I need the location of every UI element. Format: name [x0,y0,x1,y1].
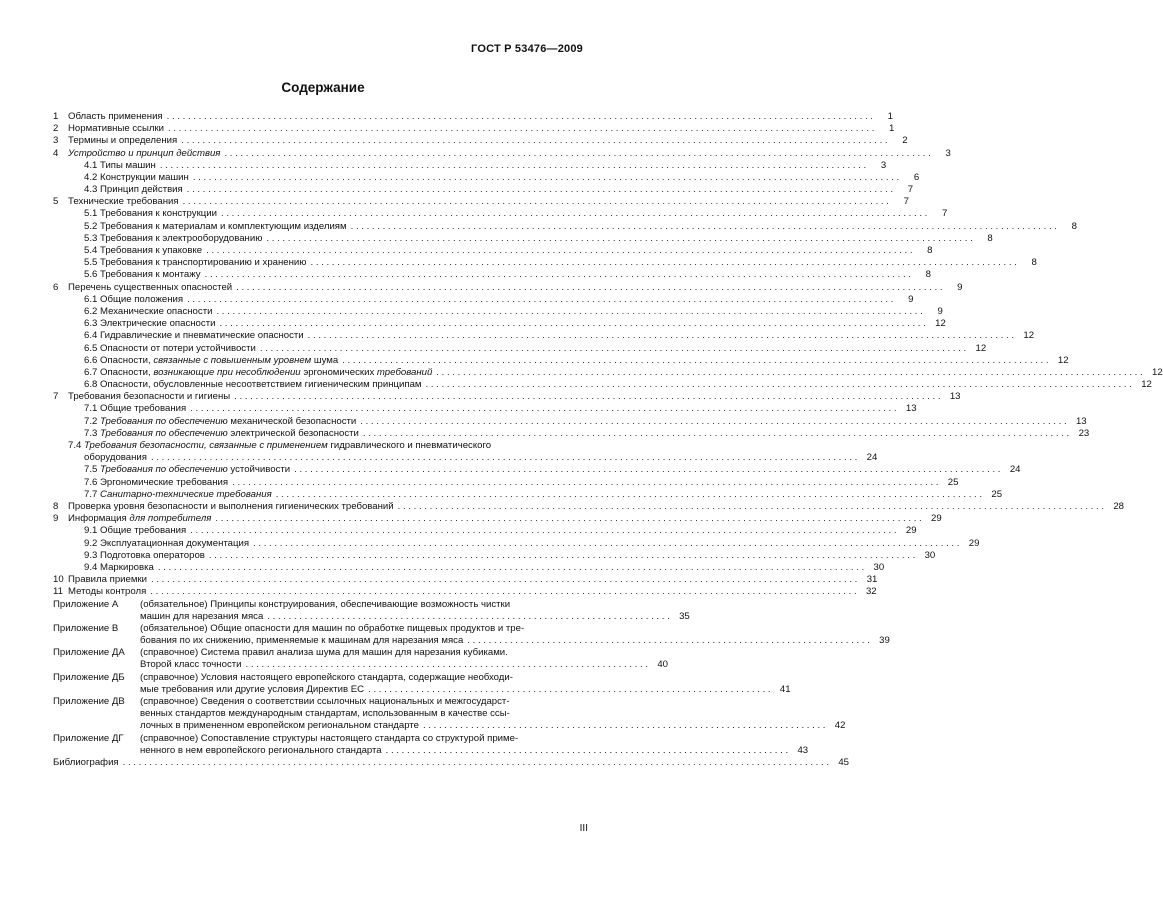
toc-entry[interactable] [53,476,959,489]
toc-entry[interactable] [53,196,909,208]
toc-page-number: 8 [927,245,933,257]
appendix-description [140,623,890,647]
toc-entry-number: 11 [53,586,63,598]
toc-page-number: 29 [931,513,942,525]
toc-entry[interactable] [53,245,933,257]
toc-entry-label: 6.6 Опасности, связанные с повышенным уровнем шума [84,354,339,366]
toc-page-number: 43 [797,744,809,756]
toc-entry-label: Библиография [53,756,119,768]
toc-entry-continuation[interactable] [53,452,878,464]
appendix-text-line: мые требования или другие условия Директив ЕС [140,683,365,695]
dot-leader [276,489,982,501]
toc-page-number: 8 [1031,257,1037,269]
toc-entry-number: 3 [53,135,59,147]
toc-entry[interactable] [53,500,1124,513]
toc-page-number: 42 [834,720,846,732]
toc-entry-label: 4.2 Конструкции машин [84,171,189,183]
toc-entry[interactable] [53,220,1077,233]
appendix-label: Приложение ДГ [53,732,124,744]
toc-entry-label: 7.3 Требования по обеспечению электрической безопасности [84,427,359,439]
dot-leader [181,135,887,147]
toc-entry-label: Информация для потребителя [68,513,212,525]
appendix-description [140,733,808,757]
dot-leader [160,160,866,172]
toc-page-number: 9 [957,281,963,293]
toc-entry[interactable] [53,342,987,355]
appendix-description [140,696,845,733]
toc-entry-label: 5.1 Требования к конструкции [84,208,217,220]
toc-entry-number: 2 [53,123,59,135]
toc-entry-label: оборудования [84,452,147,464]
toc-entry[interactable] [53,525,917,537]
toc-entry[interactable] [53,110,893,123]
dot-leader [266,233,972,245]
toc-page-number: 35 [679,610,690,622]
toc-page-number: 13 [905,403,917,415]
toc-page-number: 12 [1151,366,1163,378]
toc-entry-label: Проверка уровня безопасности и выполнения гигиенических требований [68,500,394,512]
toc-page-number: 1 [889,123,895,135]
toc-page-number: 31 [866,574,878,586]
appendix-entry[interactable] [53,696,846,733]
appendix-text-line: Второй класс точности [140,659,242,671]
toc-page-number: 45 [838,756,849,768]
dot-leader [221,208,927,220]
toc-entry[interactable] [53,440,588,452]
toc-entry-bibliography[interactable] [53,756,849,769]
dot-leader [308,330,1014,342]
toc-page-number: 39 [879,635,890,647]
appendix-entry[interactable] [53,732,809,757]
toc-page-number: 13 [949,391,961,403]
toc-entry[interactable] [53,586,877,598]
toc-entry-number: 8 [53,500,59,512]
appendix-entry[interactable] [53,671,791,696]
toc-page-number: 8 [925,269,931,281]
toc-entry[interactable] [53,232,993,245]
dot-leader [260,343,966,355]
dot-leader [267,611,669,623]
dot-leader [167,111,873,123]
dot-leader [187,294,893,306]
dot-leader [398,501,1104,513]
toc-page-number: 25 [947,476,959,488]
toc-entry[interactable] [53,184,914,196]
appendix-label: Приложение В [53,622,119,634]
dot-leader [190,525,896,537]
appendix-text-line: машин для нарезания мяса [140,610,264,622]
appendix-text-line: ненного в нем европейского регионального стандарта [140,744,382,756]
toc-page-number: 29 [968,537,980,549]
toc-entry[interactable] [53,330,1035,342]
toc-entry-label: Область применения [68,110,163,122]
appendix-description [140,647,668,671]
toc-entry[interactable] [53,305,943,318]
toc-entry[interactable] [53,293,914,306]
toc-entry-label: Нормативные ссылки [68,123,165,135]
toc-entry-label: 7.5 Требования по обеспечению устойчивости [84,464,291,476]
toc-page-number: 12 [935,318,946,330]
dot-leader [294,464,1000,476]
dot-leader [183,196,889,208]
toc-entry-label: Термины и определения [68,135,178,147]
dot-leader [423,720,825,732]
toc-page-number: 12 [1141,379,1152,391]
toc-entry-number: 4 [53,147,59,159]
toc-page-number: 3 [945,147,951,159]
dot-leader [467,635,869,647]
appendix-text-line: (обязательное) Принципы конструирования, обеспечивающие возможность чистки [140,598,511,610]
toc-entry[interactable] [53,488,1003,501]
dot-leader [310,257,1016,269]
dot-leader [253,538,959,550]
toc-page-number: 6 [913,171,920,183]
dot-leader [219,318,925,330]
toc-entry[interactable] [53,537,980,550]
toc-page-number: 40 [657,659,668,671]
toc-entry-label: Правила приемки [68,574,147,586]
toc-page-number: 23 [1078,427,1090,439]
toc-entry[interactable] [53,269,931,281]
toc-entry-label: Устройство и принцип действия [68,147,221,159]
toc-entry-label: 6.1 Общие положения [84,293,184,305]
dot-leader [168,123,874,135]
dot-leader [209,550,915,562]
dot-leader [234,391,940,403]
toc-entry[interactable] [53,257,1037,269]
table-of-contents [53,110,1163,769]
toc-entry-number: 7 [53,391,59,403]
toc-page-number: 32 [865,586,877,598]
toc-entry-label: 6.2 Механические опасности [84,305,213,317]
appendix-text-line: венных стандартов международным стандартам, использованным в качестве ссы- [140,708,510,720]
toc-entry-label: Перечень существенных опасностей [68,281,233,293]
toc-entry[interactable] [53,391,961,403]
toc-entry[interactable] [53,415,1087,428]
dot-leader [205,269,911,281]
appendix-text-line: бования по их снижению, применяемые к машинам для нарезания мяса [140,635,464,647]
toc-page-number: 24 [866,452,878,464]
toc-entry[interactable] [53,403,917,416]
toc-entry[interactable] [53,281,963,294]
dot-leader [426,379,1132,391]
toc-entry-label: 4.1 Типы машин [84,159,156,171]
dot-leader [216,306,922,318]
dot-leader [150,586,856,598]
toc-entry-label: 7.4 Требования безопасности, связанные с применением гидравлического и пневматического [68,440,492,452]
toc-entry-label: 6.3 Электрические опасности [84,318,216,330]
toc-entry[interactable] [53,574,878,586]
toc-entry-label: 6.8 Опасности, обусловленные несоответствием гигиеническим принципам [84,379,422,391]
toc-page-number: 8 [1071,220,1077,232]
toc-entry-label: 6.7 Опасности, возникающие при несоблюдении эргономических требований [84,366,433,378]
toc-entry[interactable] [53,427,1090,440]
toc-entry-label: Технические требования [68,196,179,208]
toc-entry-label: 7.7 Санитарно-технические требования [84,488,272,500]
toc-entry-number: 6 [53,281,59,293]
dot-leader [342,355,1048,367]
dot-leader [151,452,857,464]
toc-entry-label: 7.6 Эргономические требования [84,476,229,488]
toc-entry-number: 1 [53,110,59,122]
toc-entry[interactable] [53,513,942,525]
dot-leader [158,562,864,574]
toc-page-number: 7 [907,184,914,196]
dot-leader [436,367,1142,379]
toc-entry-label: 7.2 Требования по обеспечению механической безопасности [84,415,357,427]
toc-page-number: 7 [903,196,909,208]
toc-entry[interactable] [53,561,885,574]
toc-entry-label: 5.5 Требования к транспортированию и хранению [84,257,307,269]
dot-leader [187,184,893,196]
toc-page-number: 9 [937,305,943,317]
dot-leader [363,428,1069,440]
toc-entry[interactable] [53,549,936,562]
toc-page-number: 41 [779,683,791,695]
toc-entry-label: 5.6 Требования к монтажу [84,269,201,281]
appendix-text-line: (обязательное) Общие опасности для машин по обработке пищевых продуктов и тре- [140,622,525,634]
toc-page-number: 1 [887,110,893,122]
dot-leader [368,684,770,696]
appendix-text-line: (справочное) Сведения о соответствии ссылочных национальных и межгосударст- [140,696,510,707]
toc-page-number: 30 [873,561,885,573]
appendix-entry[interactable] [53,647,668,671]
toc-entry-label: 4.3 Принцип действия [84,184,183,196]
toc-page-number: 8 [987,232,993,244]
toc-entry-label: 9.4 Маркировка [84,561,154,573]
dot-leader [246,659,648,671]
toc-page-number: 13 [1075,415,1087,427]
toc-entry[interactable] [53,123,895,135]
toc-entry[interactable] [53,318,946,330]
toc-page-number: 28 [1113,500,1124,512]
toc-entry-label: 5.4 Требования к упаковке [84,245,203,257]
toc-entry[interactable] [53,171,920,184]
toc-entry-label: 9.3 Подготовка операторов [84,549,205,561]
dot-leader [206,245,912,257]
toc-entry-label: 5.2 Требования к материалам и комплектующим изделиям [84,220,347,232]
toc-page-number: 24 [1009,464,1021,476]
toc-entry-number: 10 [53,574,64,586]
appendix-text-line: лочных в примененном европейском региональном стандарте [140,720,419,732]
toc-entry[interactable] [53,354,1069,367]
toc-page-number: 9 [908,293,914,305]
appendix-text-line: (справочное) Сопоставление структуры настоящего стандарта со структурой приме- [140,732,519,744]
appendix-text-line: (справочное) Условия настоящего европейского стандарта, содержащие необходи- [140,671,513,683]
toc-entry[interactable] [53,135,908,147]
toc-entry[interactable] [53,208,948,221]
dot-leader [215,513,921,525]
dot-leader [351,221,1057,233]
toc-entry-number: 9 [53,513,59,525]
appendix-label: Приложение А [53,598,119,610]
toc-entry-number: 5 [53,196,59,208]
appendix-description [140,599,690,623]
toc-entry[interactable] [53,379,1152,391]
toc-entry-label: 9.2 Эксплуатационная документация [84,537,250,549]
dot-leader [232,477,938,489]
appendix-label: Приложение ДА [53,647,125,659]
toc-entry-label: Требования безопасности и гигиены [68,391,231,403]
dot-leader [386,745,788,757]
toc-page-number: 7 [942,208,948,220]
appendix-label: Приложение ДБ [53,671,125,683]
toc-page-number: 30 [924,549,936,561]
toc-page-number: 12 [1057,354,1069,366]
dot-leader [190,403,896,415]
toc-entry-label: Методы контроля [68,586,147,598]
toc-entry-label: 9.1 Общие требования [84,525,187,537]
toc-page-number: 12 [975,342,987,354]
dot-leader [236,282,942,294]
toc-page-number: 3 [880,159,887,171]
appendix-entry[interactable] [53,598,690,623]
toc-entry[interactable] [53,464,1021,476]
dot-leader [123,757,829,769]
toc-page-number: 2 [902,135,908,147]
toc-page-number: 25 [991,488,1003,500]
dot-leader [360,416,1066,428]
toc-entry[interactable] [53,147,951,160]
page-number: III [579,823,588,834]
dot-leader [151,574,857,586]
toc-entry[interactable] [53,366,1163,379]
toc-entry[interactable] [53,159,887,172]
document-code: ГОСТ Р 53476—2009 [471,43,583,55]
appendix-text-line: (справочное) Система правил анализа шума для машин для нарезания кубиками. [140,647,508,659]
toc-page-number: 29 [905,525,917,537]
appendix-entry[interactable] [53,622,890,647]
toc-entry-label: 6.5 Опасности от потери устойчивости [84,342,256,354]
appendix-label: Приложение ДВ [53,696,125,707]
dot-leader [224,148,930,160]
page-title: Содержание [281,80,365,95]
toc-entry-label: 6.4 Гидравлические и пневматические опасности [84,330,304,342]
toc-entry-label: 7.1 Общие требования [84,403,187,415]
appendix-description [140,672,791,696]
dot-leader [193,172,899,184]
toc-page-number: 12 [1023,330,1035,342]
toc-entry-label: 5.3 Требования к электрооборудованию [84,232,263,244]
